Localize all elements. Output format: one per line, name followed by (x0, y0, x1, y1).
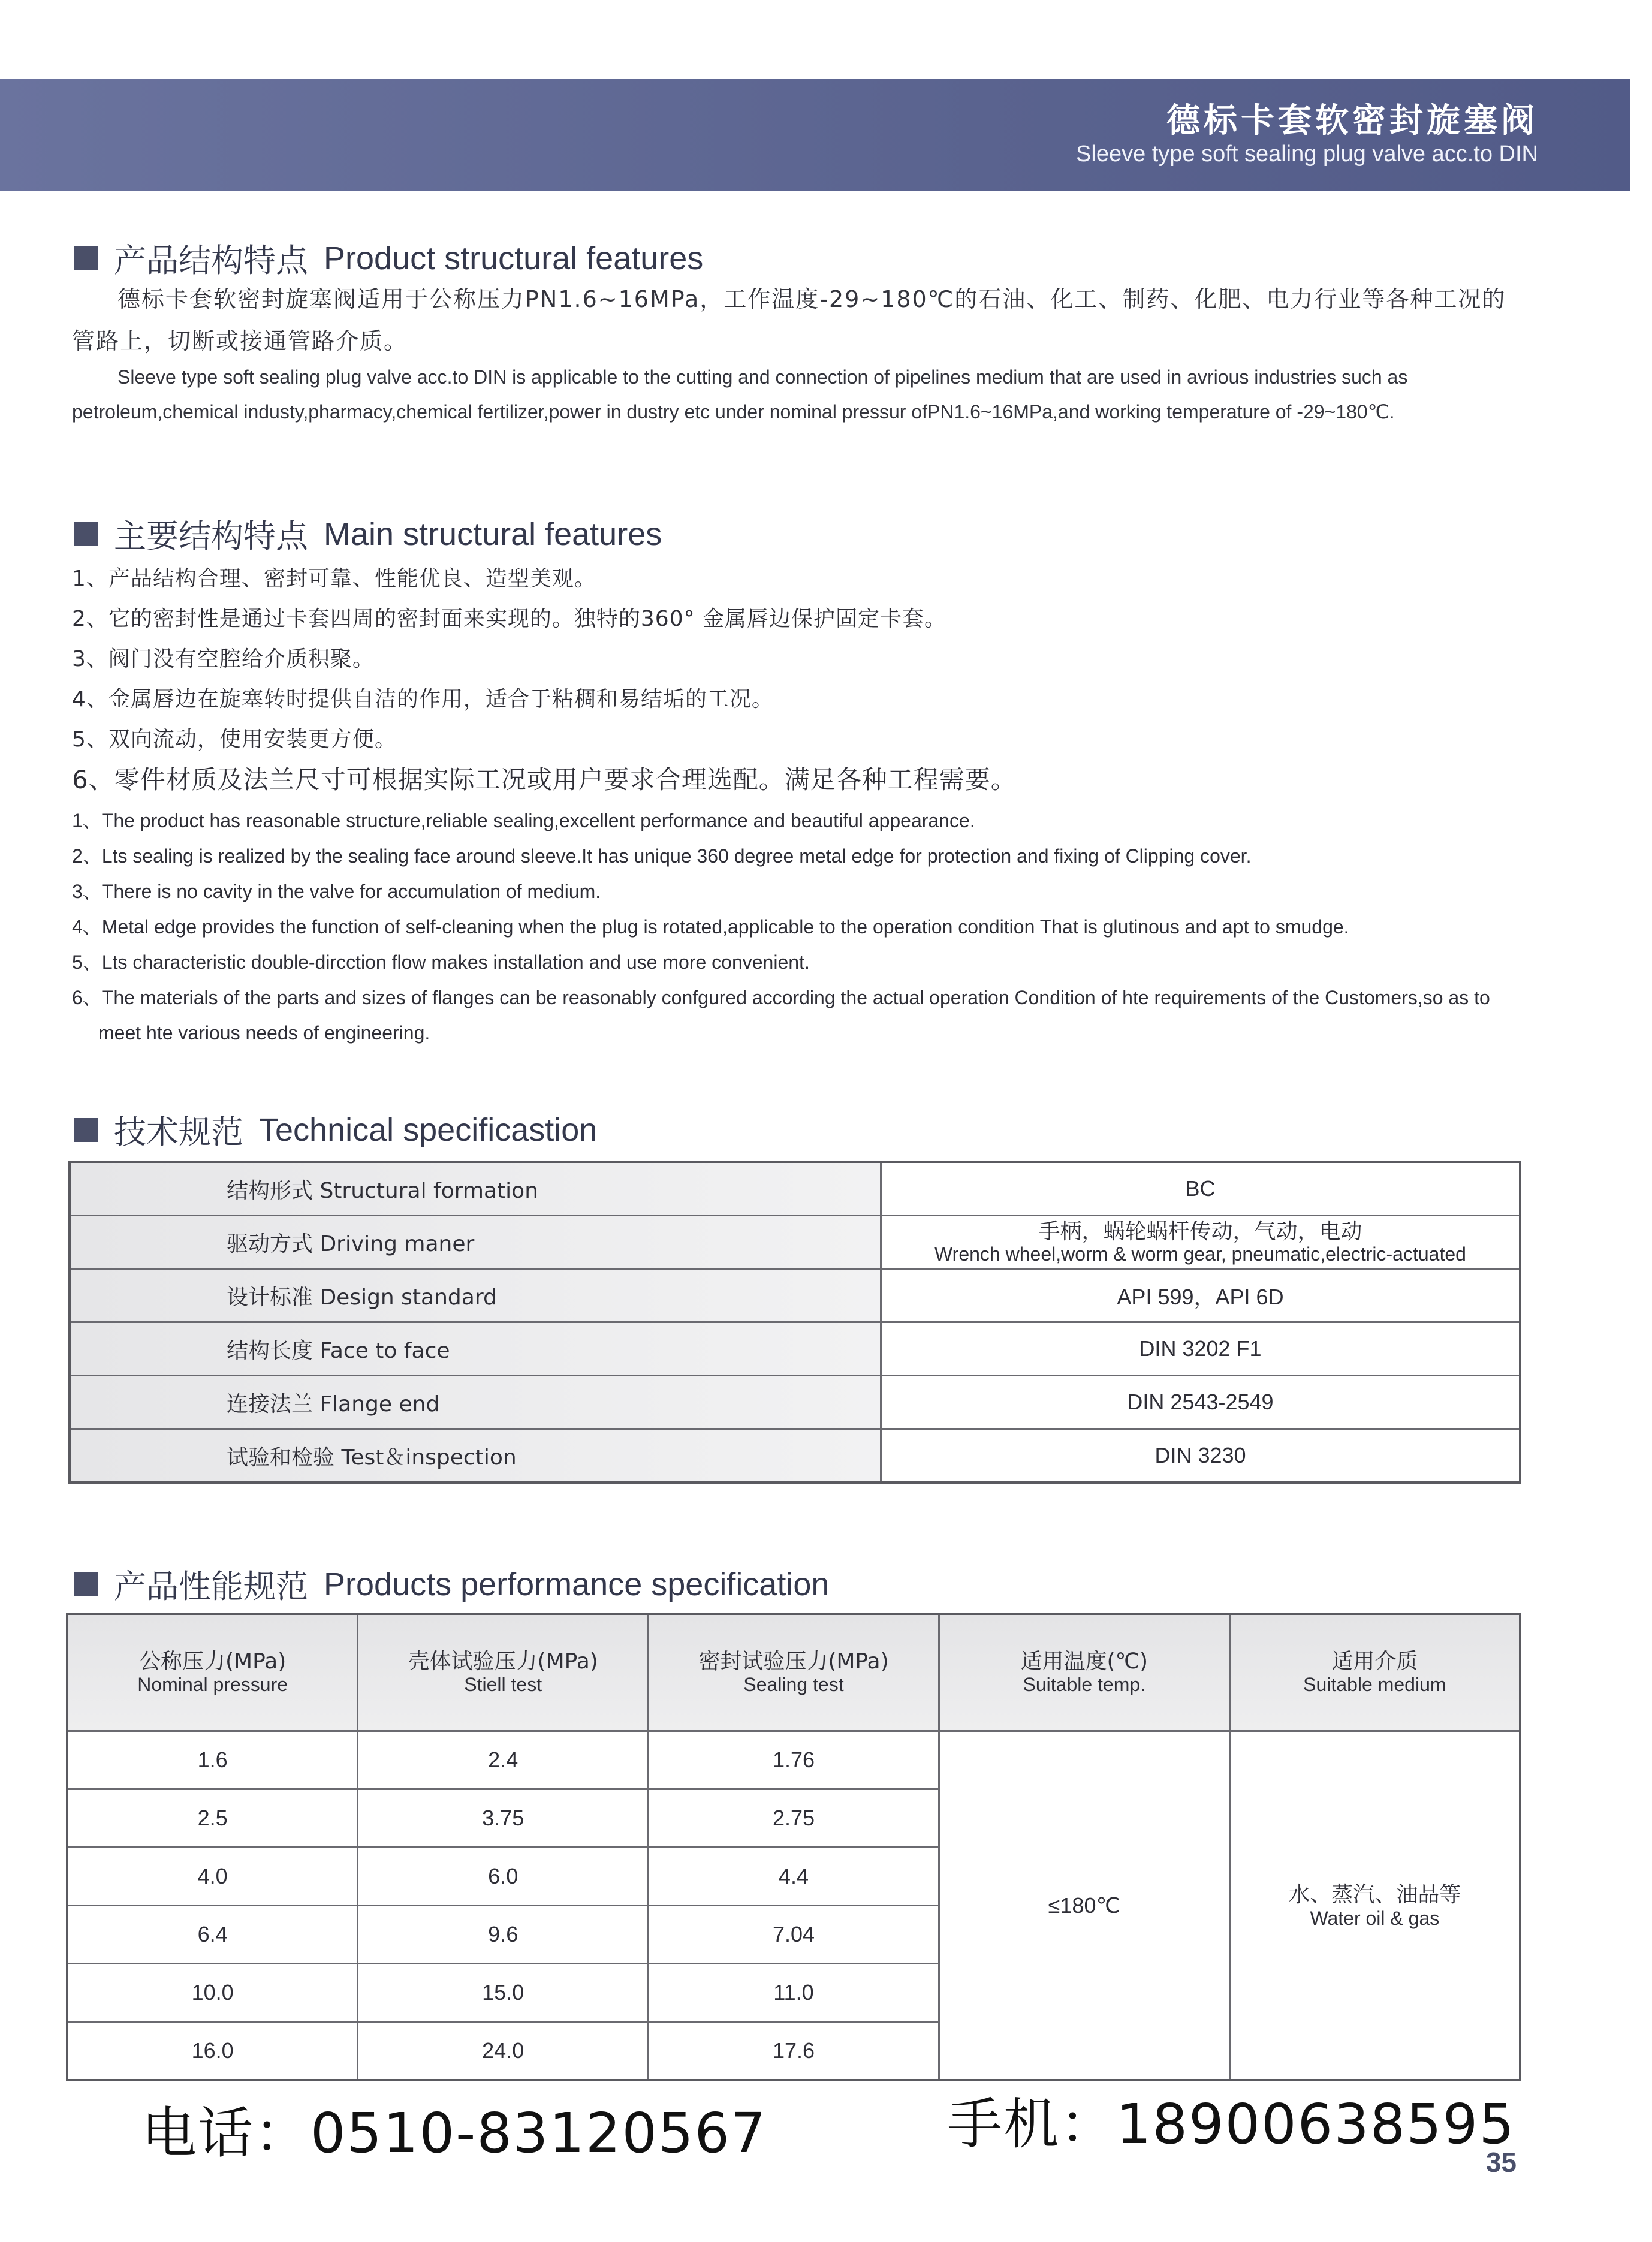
section-main-features-heading (74, 511, 662, 557)
list-item: 2、Lts sealing is realized by the sealing face around sleeve.It has unique 360 degree metal edge for protection and fixing of Clipping cover. (72, 845, 1252, 867)
list-item: 6、The materials of the parts and sizes of flanges can be reasonably confgured according the actual operation Condition of hte requirements of the Customers,so as to meet hte various needs of engineering. (72, 987, 1490, 1044)
list-item: 1、The product has reasonable structure,reliable sealing,excellent performance and beautiful appearance. (72, 810, 975, 831)
heading-en: Products performance specification (324, 1566, 830, 1602)
medium-en: Water oil & gas (1310, 1907, 1440, 1929)
main-features-list-cn (72, 559, 1547, 800)
table-cell: 2.5 (67, 1789, 358, 1848)
list-item: 3、There is no cavity in the valve for accumulation of medium. (72, 881, 601, 902)
spec-label: 连接法兰 Flange end (70, 1376, 881, 1429)
product-features-text-cn: 德标卡套软密封旋塞阀适用于公称压力PN1.6~16MPa，工作温度-29~180℃的石油、化工、制药、化肥、电力行业等各种工况的管路上，切断或接通管路介质。 (72, 286, 1506, 354)
heading-cn: 主要结构特点 (114, 517, 308, 555)
heading-en: Main structural features (324, 516, 662, 552)
table-cell: 10.0 (67, 1964, 358, 2022)
list-item: 3、阀门没有空腔给介质积聚。 (72, 647, 375, 671)
spec-value: DIN 3230 (881, 1429, 1521, 1483)
section-product-features-heading (74, 235, 703, 281)
table-cell: 7.04 (649, 1906, 939, 1964)
table-cell: 15.0 (358, 1964, 649, 2022)
column-header: 公称压力(MPa) Nominal pressure (67, 1614, 358, 1731)
table-cell: 1.6 (67, 1731, 358, 1789)
header-title: 德标卡套软密封旋塞阀 (1166, 101, 1538, 140)
contact-mobile: 手机：18900638595 (947, 2092, 1515, 2156)
heading-en: Technical specificastion (259, 1111, 598, 1148)
spec-label: 驱动方式 Driving maner (70, 1216, 881, 1269)
table-cell: 6.4 (67, 1906, 358, 1964)
table-cell: 2.75 (649, 1789, 939, 1848)
temperature-cell: ≤180℃ (939, 1731, 1229, 2081)
column-header: 适用温度(℃) Suitable temp. (939, 1614, 1229, 1731)
performance-table (66, 1613, 1521, 2081)
table-row (67, 1731, 1520, 1789)
spec-label: 设计标准 Design standard (70, 1269, 881, 1322)
section-square-icon (74, 1572, 98, 1596)
medium-cn: 水、蒸汽、油品等 (1288, 1882, 1461, 1907)
heading-en: Product structural features (324, 240, 704, 276)
page-number: 35 (1485, 2147, 1517, 2178)
table-cell: 4.0 (67, 1848, 358, 1906)
list-item: 4、Metal edge provides the function of self-cleaning when the plug is rotated,applicable to the operation condition That is glutinous and apt to smudge. (72, 916, 1349, 938)
spec-value: API 599，API 6D (881, 1269, 1521, 1322)
table-row (70, 1162, 1520, 1216)
table-row (70, 1269, 1520, 1322)
section-tech-spec-heading (74, 1107, 597, 1153)
table-row (70, 1429, 1520, 1483)
table-cell: 1.76 (649, 1731, 939, 1789)
spec-value-cn: 手柄，蜗轮蜗杆传动，气动，电动 (1038, 1219, 1362, 1244)
section-square-icon (74, 1118, 98, 1142)
list-item: 4、金属唇边在旋塞转时提供自洁的作用，适合于粘稠和易结垢的工况。 (72, 687, 774, 712)
section-square-icon (74, 246, 98, 270)
table-cell: 16.0 (67, 2022, 358, 2081)
section-performance-heading (74, 1561, 829, 1607)
table-cell: 17.6 (649, 2022, 939, 2081)
heading-cn: 产品性能规范 (114, 1568, 308, 1605)
list-item: 5、Lts characteristic double-dircction flow makes installation and use more convenient. (72, 951, 810, 973)
table-cell: 6.0 (358, 1848, 649, 1906)
table-cell: 4.4 (649, 1848, 939, 1906)
table-row (70, 1216, 1520, 1269)
main-features-list-en (72, 803, 1547, 1051)
table-row (70, 1376, 1520, 1429)
table-cell: 9.6 (358, 1906, 649, 1964)
heading-cn: 产品结构特点 (114, 242, 308, 279)
spec-value: BC (881, 1162, 1521, 1216)
contact-phone: 电话：0510-83120567 (141, 2101, 767, 2165)
list-item: 5、双向流动，使用安装更方便。 (72, 727, 397, 752)
spec-value (881, 1216, 1521, 1269)
list-item: 1、产品结构合理、密封可靠、性能优良、造型美观。 (72, 566, 596, 591)
spec-label: 试验和检验 Test＆inspection (70, 1429, 881, 1483)
table-row (70, 1322, 1520, 1376)
heading-cn: 技术规范 (114, 1113, 243, 1151)
medium-cell (1229, 1731, 1520, 2081)
tech-spec-table (68, 1161, 1521, 1484)
spec-value: DIN 3202 F1 (881, 1322, 1521, 1376)
header-subtitle: Sleeve type soft sealing plug valve acc.to DIN (1076, 141, 1538, 167)
column-header: 密封试验压力(MPa) Sealing test (649, 1614, 939, 1731)
product-features-text-en: Sleeve type soft sealing plug valve acc.to DIN is applicable to the cutting and connection of pipelines medium that are used in avrious industries such as petroleum,chemical industy,pharmacy,chemical fertilizer,power in dustry etc under nominal pressur ofPN1.6~16MPa,and working temperature of -29~180℃. (72, 366, 1408, 423)
spec-label: 结构形式 Structural formation (70, 1162, 881, 1216)
spec-value-en: Wrench wheel,worm & worm gear, pneumatic,electric-actuated (934, 1243, 1466, 1265)
column-header: 壳体试验压力(MPa) Stiell test (358, 1614, 649, 1731)
spec-value: DIN 2543-2549 (881, 1376, 1521, 1429)
table-cell: 3.75 (358, 1789, 649, 1848)
table-cell: 11.0 (649, 1964, 939, 2022)
spec-label: 结构长度 Face to face (70, 1322, 881, 1376)
column-header: 适用介质 Suitable medium (1229, 1614, 1520, 1731)
list-item: 6、零件材质及法兰尺寸可根据实际工况或用户要求合理选配。满足各种工程需要。 (72, 765, 1017, 794)
table-header-row (67, 1614, 1520, 1731)
table-cell: 2.4 (358, 1731, 649, 1789)
table-cell: 24.0 (358, 2022, 649, 2081)
section-square-icon (74, 522, 98, 546)
list-item: 2、它的密封性是通过卡套四周的密封面来实现的。独特的360° 金属唇边保护固定卡套。 (72, 607, 947, 631)
